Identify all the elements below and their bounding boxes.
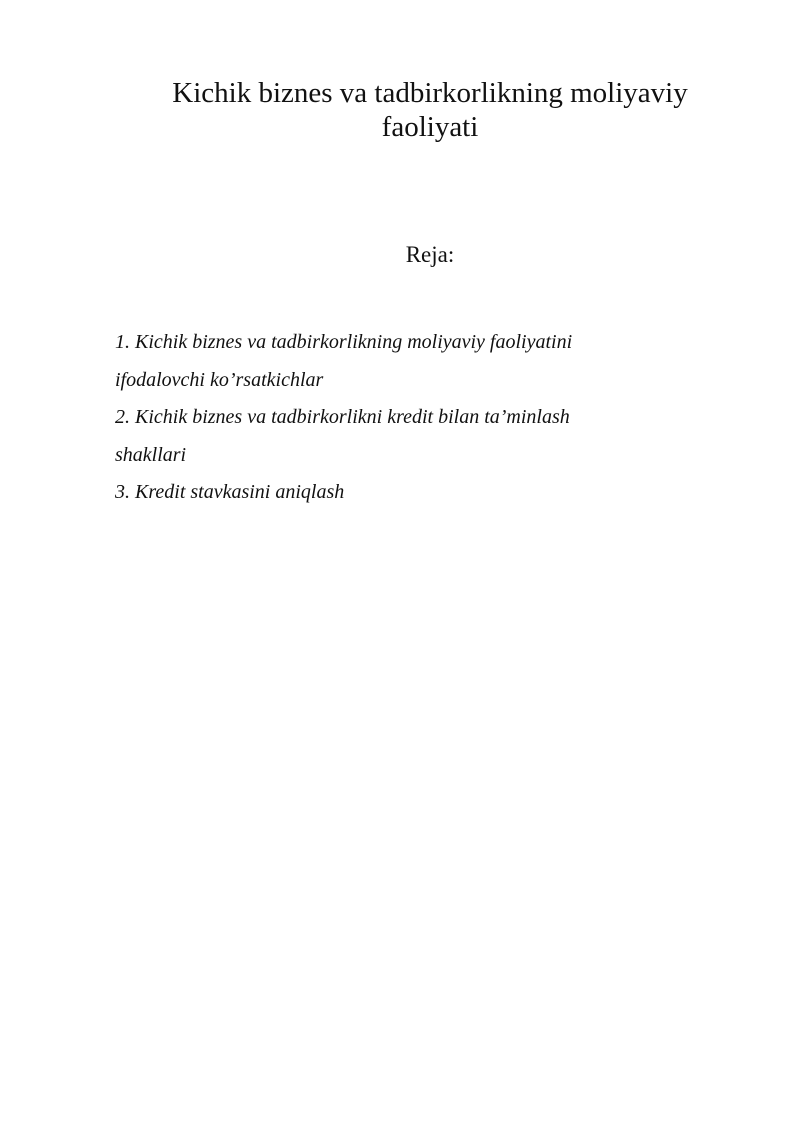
plan-item-2: 2. Kichik biznes va tadbirkorlikni kredit bilan ta’minlash shakllari (115, 406, 570, 466)
plan-item-3: 3. Kredit stavkasini aniqlash (115, 481, 345, 503)
plan-heading: Reja: (405, 242, 455, 267)
plan-list (115, 324, 635, 512)
plan-item-1: 1. Kichik biznes va tadbirkorlikning moliyaviy faoliyatini ifodalovchi ko’rsatkichlar (115, 331, 573, 391)
document-title: Kichik biznes va tadbirkorlikning moliyaviy faoliyati (172, 77, 688, 143)
